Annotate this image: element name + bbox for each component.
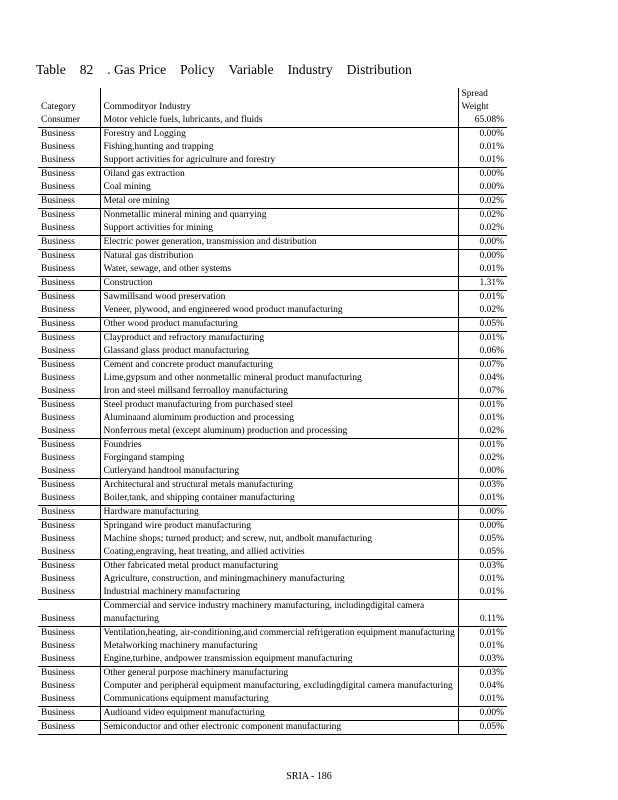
weight-cell: 0.00% — [479, 182, 504, 192]
table-row — [38, 586, 507, 600]
commodity-cell: Coating,engraving, heat treating, and allied activities — [100, 546, 458, 560]
category-cell: Business — [41, 641, 75, 651]
weight-cell: 0.00% — [458, 520, 507, 534]
commodity-cell: Cement and concrete product manufacturing — [100, 359, 458, 373]
category-cell: Business — [41, 426, 75, 436]
table-row — [38, 560, 507, 574]
category-header-label: Category — [41, 102, 76, 112]
weight-cell: 0.05% — [458, 721, 507, 735]
category-cell: Business — [41, 681, 75, 691]
weight-cell: 0.02% — [458, 209, 507, 223]
category-cell: Business — [41, 264, 75, 274]
commodity-cell: Metal ore mining — [100, 195, 458, 209]
weight-cell: 0.05% — [479, 534, 504, 544]
table-row — [38, 181, 507, 195]
table-row — [38, 332, 507, 346]
category-cell: Business — [41, 305, 75, 315]
title-part: Distribution — [346, 62, 412, 77]
table-row — [38, 520, 507, 534]
category-cell: Business — [38, 707, 100, 721]
table-row — [38, 452, 507, 465]
commodity-cell: Foundries — [100, 439, 458, 453]
category-cell: Business — [38, 318, 100, 332]
category-cell: Business — [38, 128, 100, 142]
commodity-cell: Springand wire product manufacturing — [100, 520, 458, 534]
weight-cell: 0.07% — [458, 359, 507, 373]
category-cell: Business — [38, 236, 100, 250]
table-row — [38, 263, 507, 277]
weight-cell: 0.01% — [479, 587, 504, 597]
category-cell: Business — [38, 560, 100, 574]
commodity-cell: Other wood product manufacturing — [100, 318, 458, 332]
table-row — [38, 195, 507, 209]
table-row — [38, 693, 507, 707]
weight-cell: 0.04% — [479, 681, 504, 691]
page-footer: SRIA - 186 — [286, 771, 332, 782]
table-row — [38, 439, 507, 453]
commodity-cell: Ventilation,heating, air-conditioning,and commercial refrigeration equipment manufacturing — [100, 627, 458, 641]
commodity-cell: Sawmillsand wood preservation — [100, 291, 458, 305]
table-row — [38, 533, 507, 546]
commodity-cell: Other general purpose machinery manufacturing — [100, 667, 458, 681]
category-cell: Business — [38, 277, 100, 291]
table-row — [38, 291, 507, 305]
category-cell: Business — [41, 346, 75, 356]
category-cell: Business — [38, 291, 100, 305]
weight-cell: 0.00% — [479, 466, 504, 476]
table-row — [38, 600, 507, 627]
commodity-cell: Agriculture, construction, and miningmachinery manufacturing — [100, 573, 458, 586]
header-category — [38, 88, 100, 128]
category-cell: Business — [41, 386, 75, 396]
weight-cell: 0.01% — [458, 439, 507, 453]
weight-cell: 0.02% — [479, 305, 504, 315]
table-row — [38, 721, 507, 735]
weight-cell: 0.00% — [458, 250, 507, 264]
table-row — [38, 653, 507, 667]
commodity-cell: Cutleryand handtool manufacturing — [100, 465, 458, 479]
commodity-cell: Commercial and service industry machinery manufacturing, includingdigital camera manufacturing — [100, 600, 458, 627]
weight-cell: 0.01% — [479, 155, 504, 165]
title-part: . Gas Price — [107, 62, 167, 77]
weight-cell: 0.01% — [479, 694, 504, 704]
weight-cell: 0.01% — [458, 332, 507, 346]
category-cell: Business — [38, 359, 100, 373]
weight-cell: 0.00% — [458, 168, 507, 182]
commodity-cell: Clayproduct and refractory manufacturing — [100, 332, 458, 346]
table-row — [38, 412, 507, 425]
category-cell: Business — [38, 627, 100, 641]
table-row — [38, 277, 507, 291]
commodity-cell: Aluminaand aluminum production and processing — [100, 412, 458, 425]
table-row — [38, 492, 507, 506]
table-row — [38, 209, 507, 223]
header-commodity — [100, 88, 458, 128]
table-row — [38, 385, 507, 399]
table-row — [38, 479, 507, 493]
weight-cell: 0.00% — [458, 128, 507, 142]
commodity-cell: Audioand video equipment manufacturing — [100, 707, 458, 721]
category-cell: Business — [41, 453, 75, 463]
commodity-cell: Support activities for mining — [100, 222, 458, 236]
table-row — [38, 128, 507, 142]
spread-label: Spread — [461, 89, 488, 99]
weight-cell: 0.00% — [458, 236, 507, 250]
weight-cell: 0.03% — [479, 654, 504, 664]
category-cell: Business — [38, 506, 100, 520]
category-cell: Business — [38, 195, 100, 209]
weight-cell: 0.02% — [479, 223, 504, 233]
commodity-cell: Natural gas distribution — [100, 250, 458, 264]
commodity-cell: Forestry and Logging — [100, 128, 458, 142]
header-row — [38, 88, 507, 128]
table-row — [38, 168, 507, 182]
commodity-cell: Veneer, plywood, and engineered wood product manufacturing — [100, 304, 458, 318]
commodity-cell: Construction — [100, 277, 458, 291]
table-row — [38, 667, 507, 681]
category-cell: Business — [41, 694, 75, 704]
commodity-cell: Other fabricated metal product manufacturing — [100, 560, 458, 574]
title-part: Policy — [180, 62, 215, 77]
category-cell: Business — [41, 373, 75, 383]
weight-cell: 0.00% — [458, 506, 507, 520]
commodity-cell: Metalworking machinery manufacturing — [100, 640, 458, 653]
commodity-cell: Nonferrous metal (except aluminum) production and processing — [100, 425, 458, 439]
commodity-cell: Steel product manufacturing from purchased steel — [100, 399, 458, 413]
table-row — [38, 154, 507, 168]
weight-cell: 0.11% — [458, 600, 507, 627]
weight-cell: 0.03% — [458, 479, 507, 493]
category-cell: Business — [41, 182, 75, 192]
category-cell: Business — [41, 534, 75, 544]
commodity-cell: Oiland gas extraction — [100, 168, 458, 182]
category-cell: Business — [41, 587, 75, 597]
weight-cell: 1.31% — [458, 277, 507, 291]
weight-cell: 0.02% — [458, 195, 507, 209]
consumer-weight: 65.08% — [474, 115, 504, 125]
table-row — [38, 141, 507, 154]
category-cell: Business — [41, 466, 75, 476]
weight-cell: 0.02% — [479, 453, 504, 463]
category-cell: Business — [38, 520, 100, 534]
commodity-cell: Industrial machinery manufacturing — [100, 586, 458, 600]
weight-cell: 0.02% — [479, 426, 504, 436]
commodity-cell: Architectural and structural metals manufacturing — [100, 479, 458, 493]
commodity-cell: Engine,turbine, andpower transmission equipment manufacturing — [100, 653, 458, 667]
title-part: 82 — [79, 62, 94, 77]
category-cell: Business — [38, 250, 100, 264]
category-cell: Business — [38, 332, 100, 346]
table-row — [38, 707, 507, 721]
weight-cell: 0.01% — [479, 641, 504, 651]
commodity-header-label: Commodityor Industry — [103, 102, 191, 112]
category-cell: Business — [38, 600, 100, 627]
commodity-cell: Iron and steel millsand ferroalloy manufacturing — [100, 385, 458, 399]
category-cell: Business — [41, 547, 75, 557]
weight-cell: 0.01% — [479, 493, 504, 503]
commodity-cell: Electric power generation, transmission and distribution — [100, 236, 458, 250]
category-cell: Business — [41, 142, 75, 152]
category-cell: Business — [38, 479, 100, 493]
weight-cell: 0.06% — [479, 346, 504, 356]
table-row — [38, 425, 507, 439]
commodity-cell: Boiler,tank, and shipping container manufacturing — [100, 492, 458, 506]
consumer-commodity: Motor vehicle fuels, lubricants, and fluids — [103, 115, 263, 125]
table-title — [36, 62, 426, 78]
table-row — [38, 399, 507, 413]
category-cell: Business — [38, 667, 100, 681]
table-row — [38, 222, 507, 236]
weight-cell: 0.07% — [479, 386, 504, 396]
title-part: Variable — [228, 62, 274, 77]
category-cell: Business — [41, 155, 75, 165]
weight-cell: 0.03% — [458, 667, 507, 681]
table-row — [38, 573, 507, 586]
title-part: Table — [36, 62, 66, 77]
commodity-cell: Computer and peripheral equipment manufacturing, excludingdigital camera manufacturing — [100, 680, 458, 693]
category-cell: Business — [41, 654, 75, 664]
commodity-cell: Support activities for agriculture and forestry — [100, 154, 458, 168]
table-row — [38, 236, 507, 250]
table-row — [38, 359, 507, 373]
weight-cell: 0.01% — [458, 627, 507, 641]
category-cell: Business — [38, 209, 100, 223]
weight-cell: 0.01% — [458, 291, 507, 305]
category-cell: Business — [38, 399, 100, 413]
commodity-cell: Water, sewage, and other systems — [100, 263, 458, 277]
commodity-cell: Coal mining — [100, 181, 458, 195]
commodity-cell: Lime,gypsum and other nonmetallic mineral product manufacturing — [100, 372, 458, 385]
table-row — [38, 627, 507, 641]
commodity-cell: Nonmetallic mineral mining and quarrying — [100, 209, 458, 223]
category-cell: Business — [38, 721, 100, 735]
commodity-cell: Communications equipment manufacturing — [100, 693, 458, 707]
commodity-cell: Glassand glass product manufacturing — [100, 345, 458, 359]
category-cell: Business — [41, 493, 75, 503]
weight-cell: 0.04% — [479, 373, 504, 383]
weight-cell: 0.05% — [458, 318, 507, 332]
distribution-table — [38, 88, 507, 735]
commodity-cell: Fishing,hunting and trapping — [100, 141, 458, 154]
table-row — [38, 318, 507, 332]
commodity-cell: Forgingand stamping — [100, 452, 458, 465]
category-cell: Business — [41, 574, 75, 584]
table-row — [38, 680, 507, 693]
weight-cell: 0.01% — [479, 574, 504, 584]
table-row — [38, 506, 507, 520]
table-row — [38, 640, 507, 653]
weight-cell: 0.01% — [458, 399, 507, 413]
table-row — [38, 345, 507, 359]
weight-cell: 0.00% — [458, 707, 507, 721]
consumer-category: Consumer — [41, 115, 81, 125]
table-row — [38, 546, 507, 560]
table-row — [38, 304, 507, 318]
table-row — [38, 250, 507, 264]
weight-cell: 0.01% — [479, 142, 504, 152]
category-cell: Business — [41, 223, 75, 233]
commodity-cell: Hardware manufacturing — [100, 506, 458, 520]
header-weight — [458, 88, 507, 128]
weight-cell: 0.01% — [479, 264, 504, 274]
weight-cell: 0.01% — [479, 413, 504, 423]
weight-cell: 0.05% — [479, 547, 504, 557]
category-cell: Business — [38, 168, 100, 182]
commodity-cell: Semiconductor and other electronic component manufacturing — [100, 721, 458, 735]
weight-label: Weight — [461, 102, 489, 112]
title-part: Industry — [287, 62, 333, 77]
table-row — [38, 372, 507, 385]
table-row — [38, 465, 507, 479]
category-cell: Business — [41, 413, 75, 423]
weight-cell: 0.03% — [458, 560, 507, 574]
category-cell: Business — [38, 439, 100, 453]
commodity-cell: Machine shops; turned product; and screw, nut, andbolt manufacturing — [100, 533, 458, 546]
